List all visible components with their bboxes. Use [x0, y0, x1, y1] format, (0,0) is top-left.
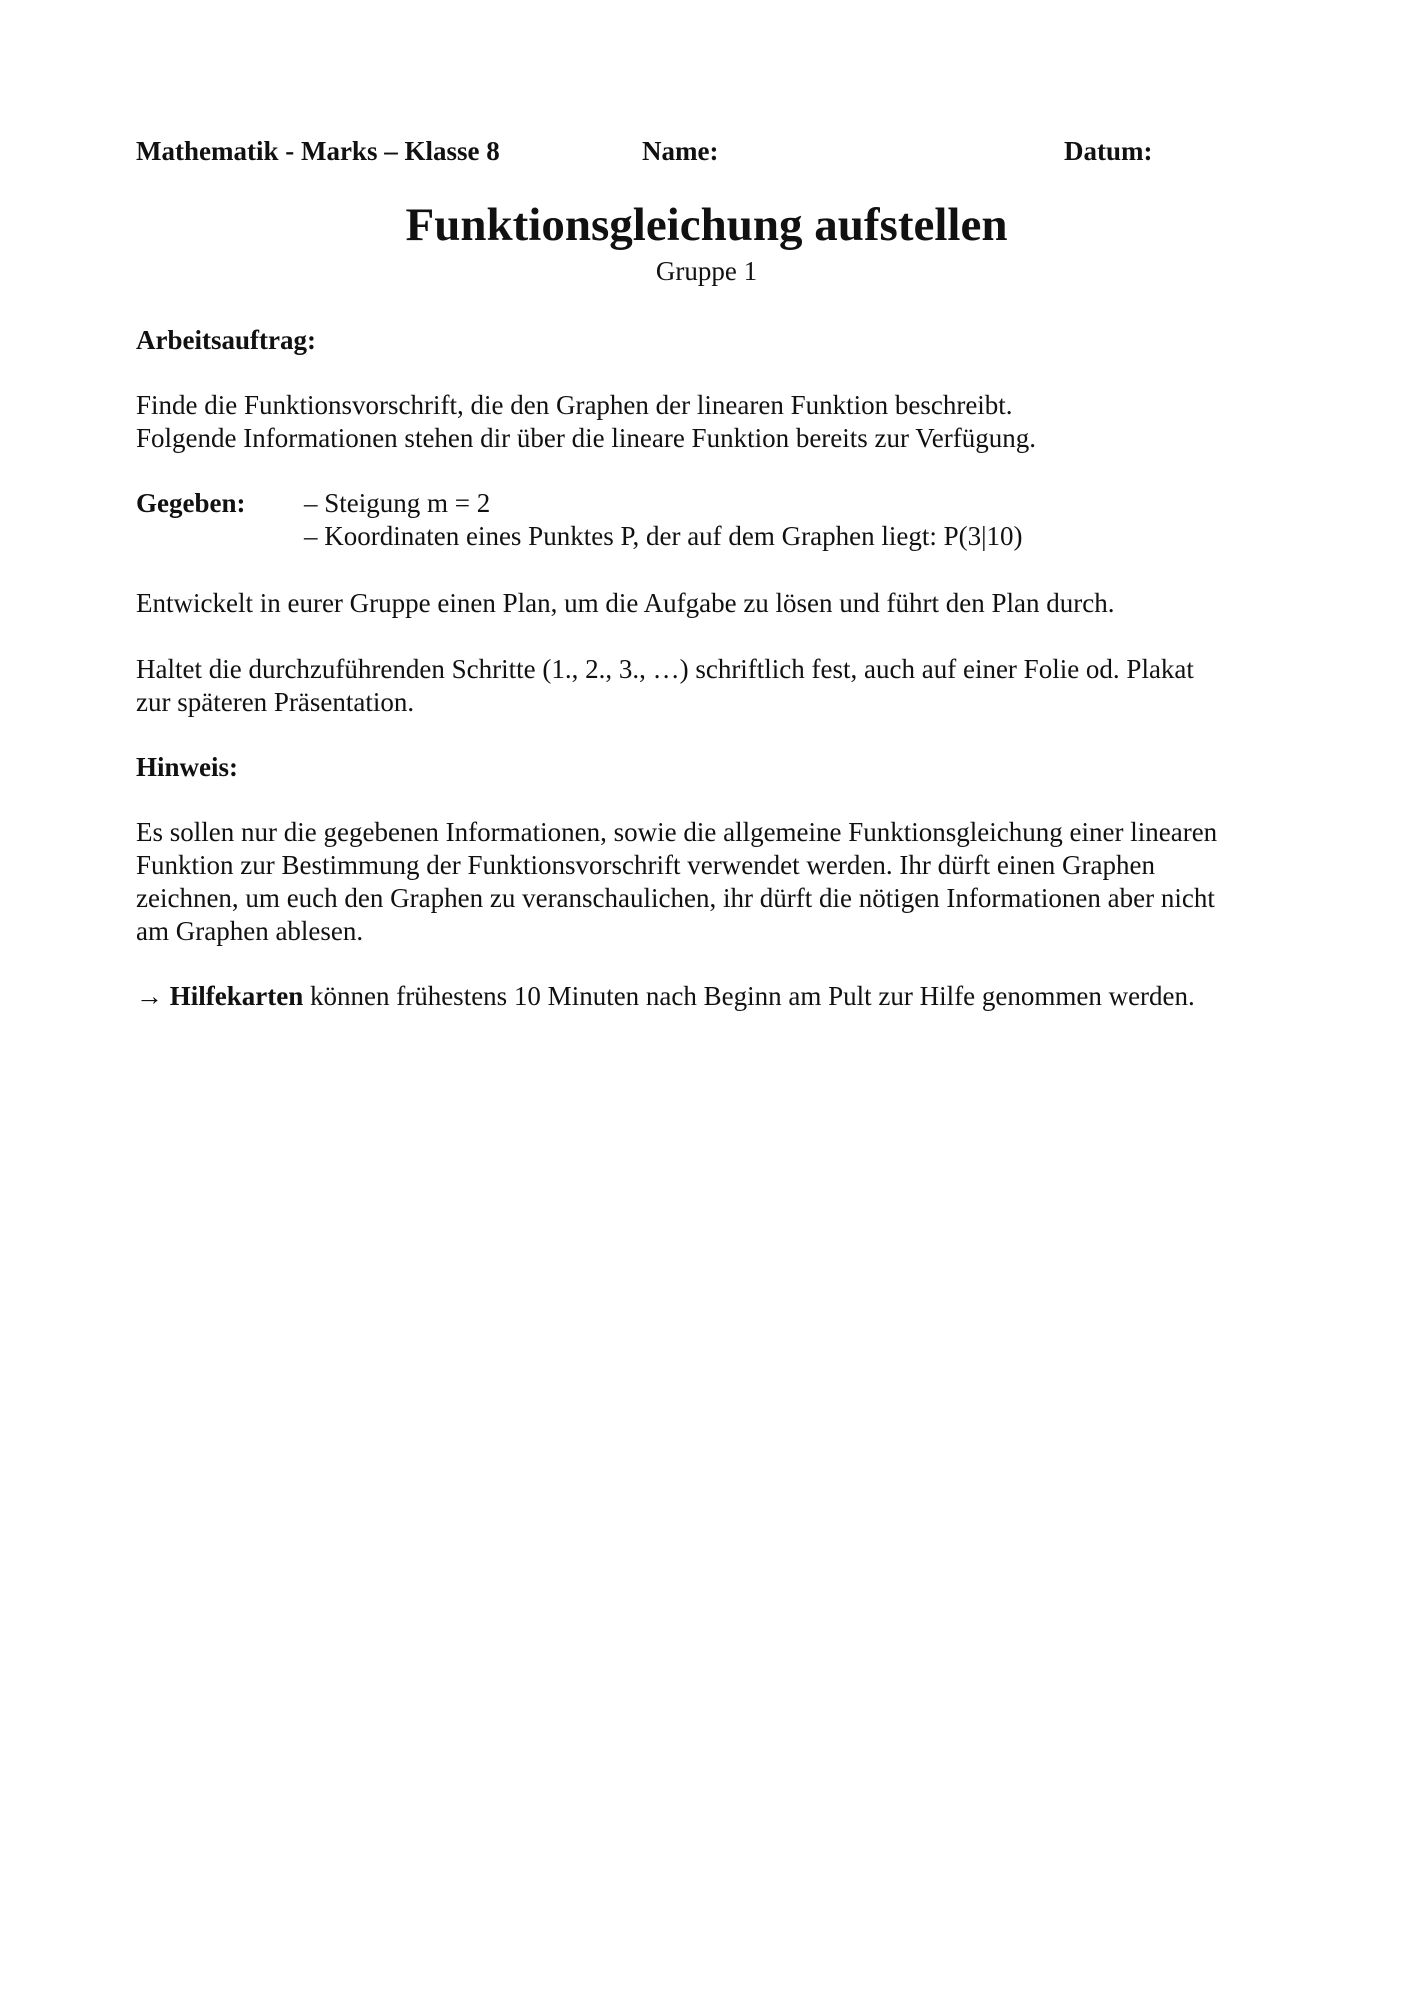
arrow-icon: →: [136, 981, 163, 1011]
task-heading: Arbeitsauftrag:: [136, 325, 316, 355]
hint-text: [136, 816, 1286, 948]
name-label: Name:: [642, 136, 719, 166]
hint-line: zeichnen, um euch den Graphen zu veranschaulichen, ihr dürft die nötigen Informationen aber nicht: [136, 883, 1215, 913]
hint-heading: Hinweis:: [136, 752, 239, 782]
task-line: Finde die Funktionsvorschrift, die den Graphen der linearen Funktion beschreibt.: [136, 390, 1013, 420]
task-line: Folgende Informationen stehen dir über die lineare Funktion bereits zur Verfügung.: [136, 423, 1037, 453]
helpcards-note: [136, 980, 1286, 1013]
given-label: Gegeben:: [136, 488, 246, 518]
group-subtitle: Gruppe 1: [655, 256, 758, 286]
given-item: – Steigung m = 2: [304, 488, 491, 518]
hint-line: am Graphen ablesen.: [136, 916, 364, 946]
task-text: [136, 389, 1286, 455]
date-label: Datum:: [1064, 136, 1153, 166]
hint-line: Es sollen nur die gegebenen Informationen, sowie die allgemeine Funktionsgleichung einer linearen: [136, 817, 1218, 847]
page-title: Funktionsgleichung aufstellen: [405, 199, 1008, 251]
steps-text: [136, 653, 1286, 719]
helpcards-text: können frühestens 10 Minuten nach Beginn am Pult zur Hilfe genommen werden.: [303, 981, 1195, 1011]
hint-line: Funktion zur Bestimmung der Funktionsvorschrift verwendet werden. Ihr dürft einen Graphen: [136, 850, 1156, 880]
subject-label: Mathematik - Marks – Klasse 8: [136, 136, 500, 166]
plan-line: Entwickelt in eurer Gruppe einen Plan, um die Aufgabe zu lösen und führt den Plan durch.: [136, 588, 1115, 618]
helpcards-line: [136, 980, 1286, 1013]
given-list: [304, 487, 1023, 553]
worksheet-header: [136, 136, 1286, 172]
steps-line: Haltet die durchzuführenden Schritte (1., 2., 3., …) schriftlich fest, auch auf einer Folie od. Plakat: [136, 654, 1194, 684]
helpcards-label: Hilfekarten: [169, 981, 304, 1011]
steps-line: zur späteren Präsentation.: [136, 687, 415, 717]
given-item: – Koordinaten eines Punktes P, der auf dem Graphen liegt: P(3|10): [304, 521, 1023, 551]
plan-text: [136, 587, 1286, 620]
